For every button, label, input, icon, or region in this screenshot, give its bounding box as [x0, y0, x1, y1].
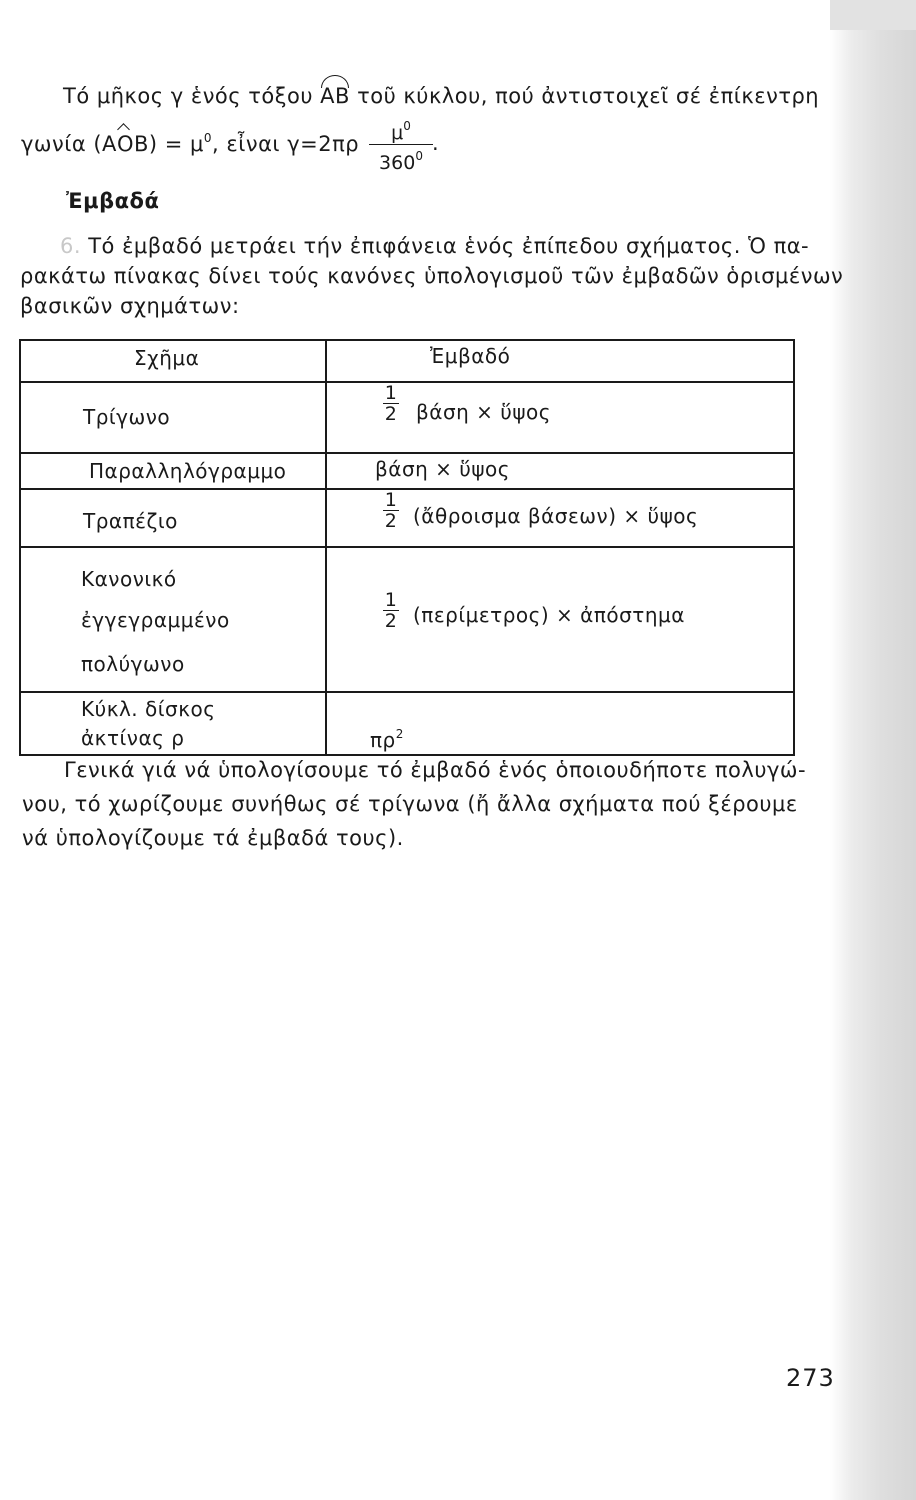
page-edge-shadow — [830, 0, 916, 1500]
paragraph-text-1: Τό ἐμβαδό μετράει τήν ἐπιφάνεια ἑνός ἐπίπεδου σχήματος. Ὁ πα- — [81, 234, 810, 258]
degree-sign: 0 — [203, 131, 213, 145]
shape-name-line-2: ἐγγεγραμμένο — [81, 608, 230, 632]
area-formula — [370, 727, 404, 752]
numerator-degree: 0 — [403, 119, 411, 133]
shape-name-line-1: Κύκλ. δίσκος — [81, 697, 216, 721]
angle-text: γωνία (Α — [21, 132, 117, 156]
shape-name-line-2: ἀκτίνας ρ — [81, 726, 185, 750]
table-row — [20, 547, 794, 692]
shape-cell — [20, 547, 326, 692]
shape-cell — [20, 382, 326, 453]
arc-length-line-2 — [21, 131, 359, 156]
table-row — [20, 692, 794, 755]
paragraph-line-3: βασικῶν σχημάτων: — [20, 294, 240, 318]
arc-length-line-1 — [63, 84, 819, 108]
formula-cell — [326, 547, 794, 692]
fraction-numerator: 1 — [384, 382, 398, 404]
shape-name-line-1: Κανονικό — [81, 567, 177, 591]
formula-text: , εἶναι γ=2πρ — [212, 132, 360, 156]
area-formula: (ἄθροισμα βάσεων) × ὕψος — [413, 504, 699, 528]
shape-cell — [20, 489, 326, 547]
half-fraction — [383, 590, 399, 631]
formula-cell — [326, 692, 794, 755]
table-row — [20, 453, 794, 489]
shape-name-line-3: πολύγωνο — [81, 652, 185, 676]
formula-cell — [326, 489, 794, 547]
header-shape-cell — [20, 340, 326, 382]
formula-period: . — [432, 131, 440, 155]
paragraph-line-2: ρακάτω πίνακας δίνει τούς κανόνες ὑπολογισμοῦ τῶν ἐμβαδῶν ὁρισμένων — [20, 264, 844, 288]
paragraph-line-1 — [60, 234, 809, 258]
degree-fraction — [366, 115, 436, 174]
arc-label: ΑΒ — [320, 84, 350, 108]
fraction-numerator: 1 — [384, 489, 398, 511]
half-fraction — [383, 383, 399, 424]
square-exponent: 2 — [395, 727, 404, 741]
header-area: Ἐμβαδό — [430, 344, 511, 368]
table-header-row — [20, 340, 794, 382]
area-formula: βάση × ὕψος — [375, 457, 511, 481]
shape-cell — [20, 692, 326, 755]
half-fraction — [383, 490, 399, 531]
paragraph-number: 6. — [60, 234, 82, 258]
closing-line-2: νου, τό χωρίζουμε συνήθως σέ τρίγωνα (ἤ ἄλλα σχήματα πού ξέρουμε — [22, 792, 798, 816]
shape-cell — [20, 453, 326, 489]
formula-cell — [326, 382, 794, 453]
area-formulas-table — [19, 339, 795, 756]
circle-formula: πρ — [370, 728, 396, 752]
closing-line-1: Γενικά γιά νά ὑπολογίσουμε τό ἐμβαδό ἑνός ὁποιουδήποτε πολυγώ- — [64, 758, 807, 782]
area-formula: (περίμετρος) × ἀπόστημα — [413, 603, 685, 627]
denominator-degree: 0 — [415, 149, 423, 163]
fraction-denominator: 2 — [384, 610, 398, 632]
table-row — [20, 489, 794, 547]
page-edge-top — [830, 0, 916, 30]
area-formula: βάση × ὕψος — [416, 400, 552, 424]
arc-length-text: Τό μῆκος γ ἑνός τόξου — [63, 84, 321, 108]
angle-equals: Β) = μ — [133, 132, 204, 156]
shape-name: Παραλληλόγραμμο — [89, 459, 287, 483]
fraction-denominator: 2 — [384, 510, 398, 532]
fraction-numerator: μ — [391, 122, 404, 144]
table-row — [20, 382, 794, 453]
header-area-cell — [326, 340, 794, 382]
shape-name: Τραπέζιο — [83, 509, 178, 533]
page-number: 273 — [786, 1364, 835, 1392]
closing-line-3: νά ὑπολογίζουμε τά ἐμβαδά τους). — [22, 826, 404, 850]
fraction-numerator: 1 — [384, 589, 398, 611]
header-shape: Σχῆμα — [134, 346, 200, 370]
section-heading: Ἐμβαδά — [66, 189, 160, 213]
fraction-denominator: 2 — [384, 403, 398, 425]
fraction-denominator: 360 — [379, 152, 416, 174]
angle-vertex: Ο — [116, 132, 134, 156]
arc-length-text-end: τοῦ κύκλου, πού ἀντιστοιχεῖ σέ ἐπίκεντρη — [349, 84, 820, 108]
shape-name: Τρίγωνο — [83, 405, 171, 429]
formula-cell — [326, 453, 794, 489]
